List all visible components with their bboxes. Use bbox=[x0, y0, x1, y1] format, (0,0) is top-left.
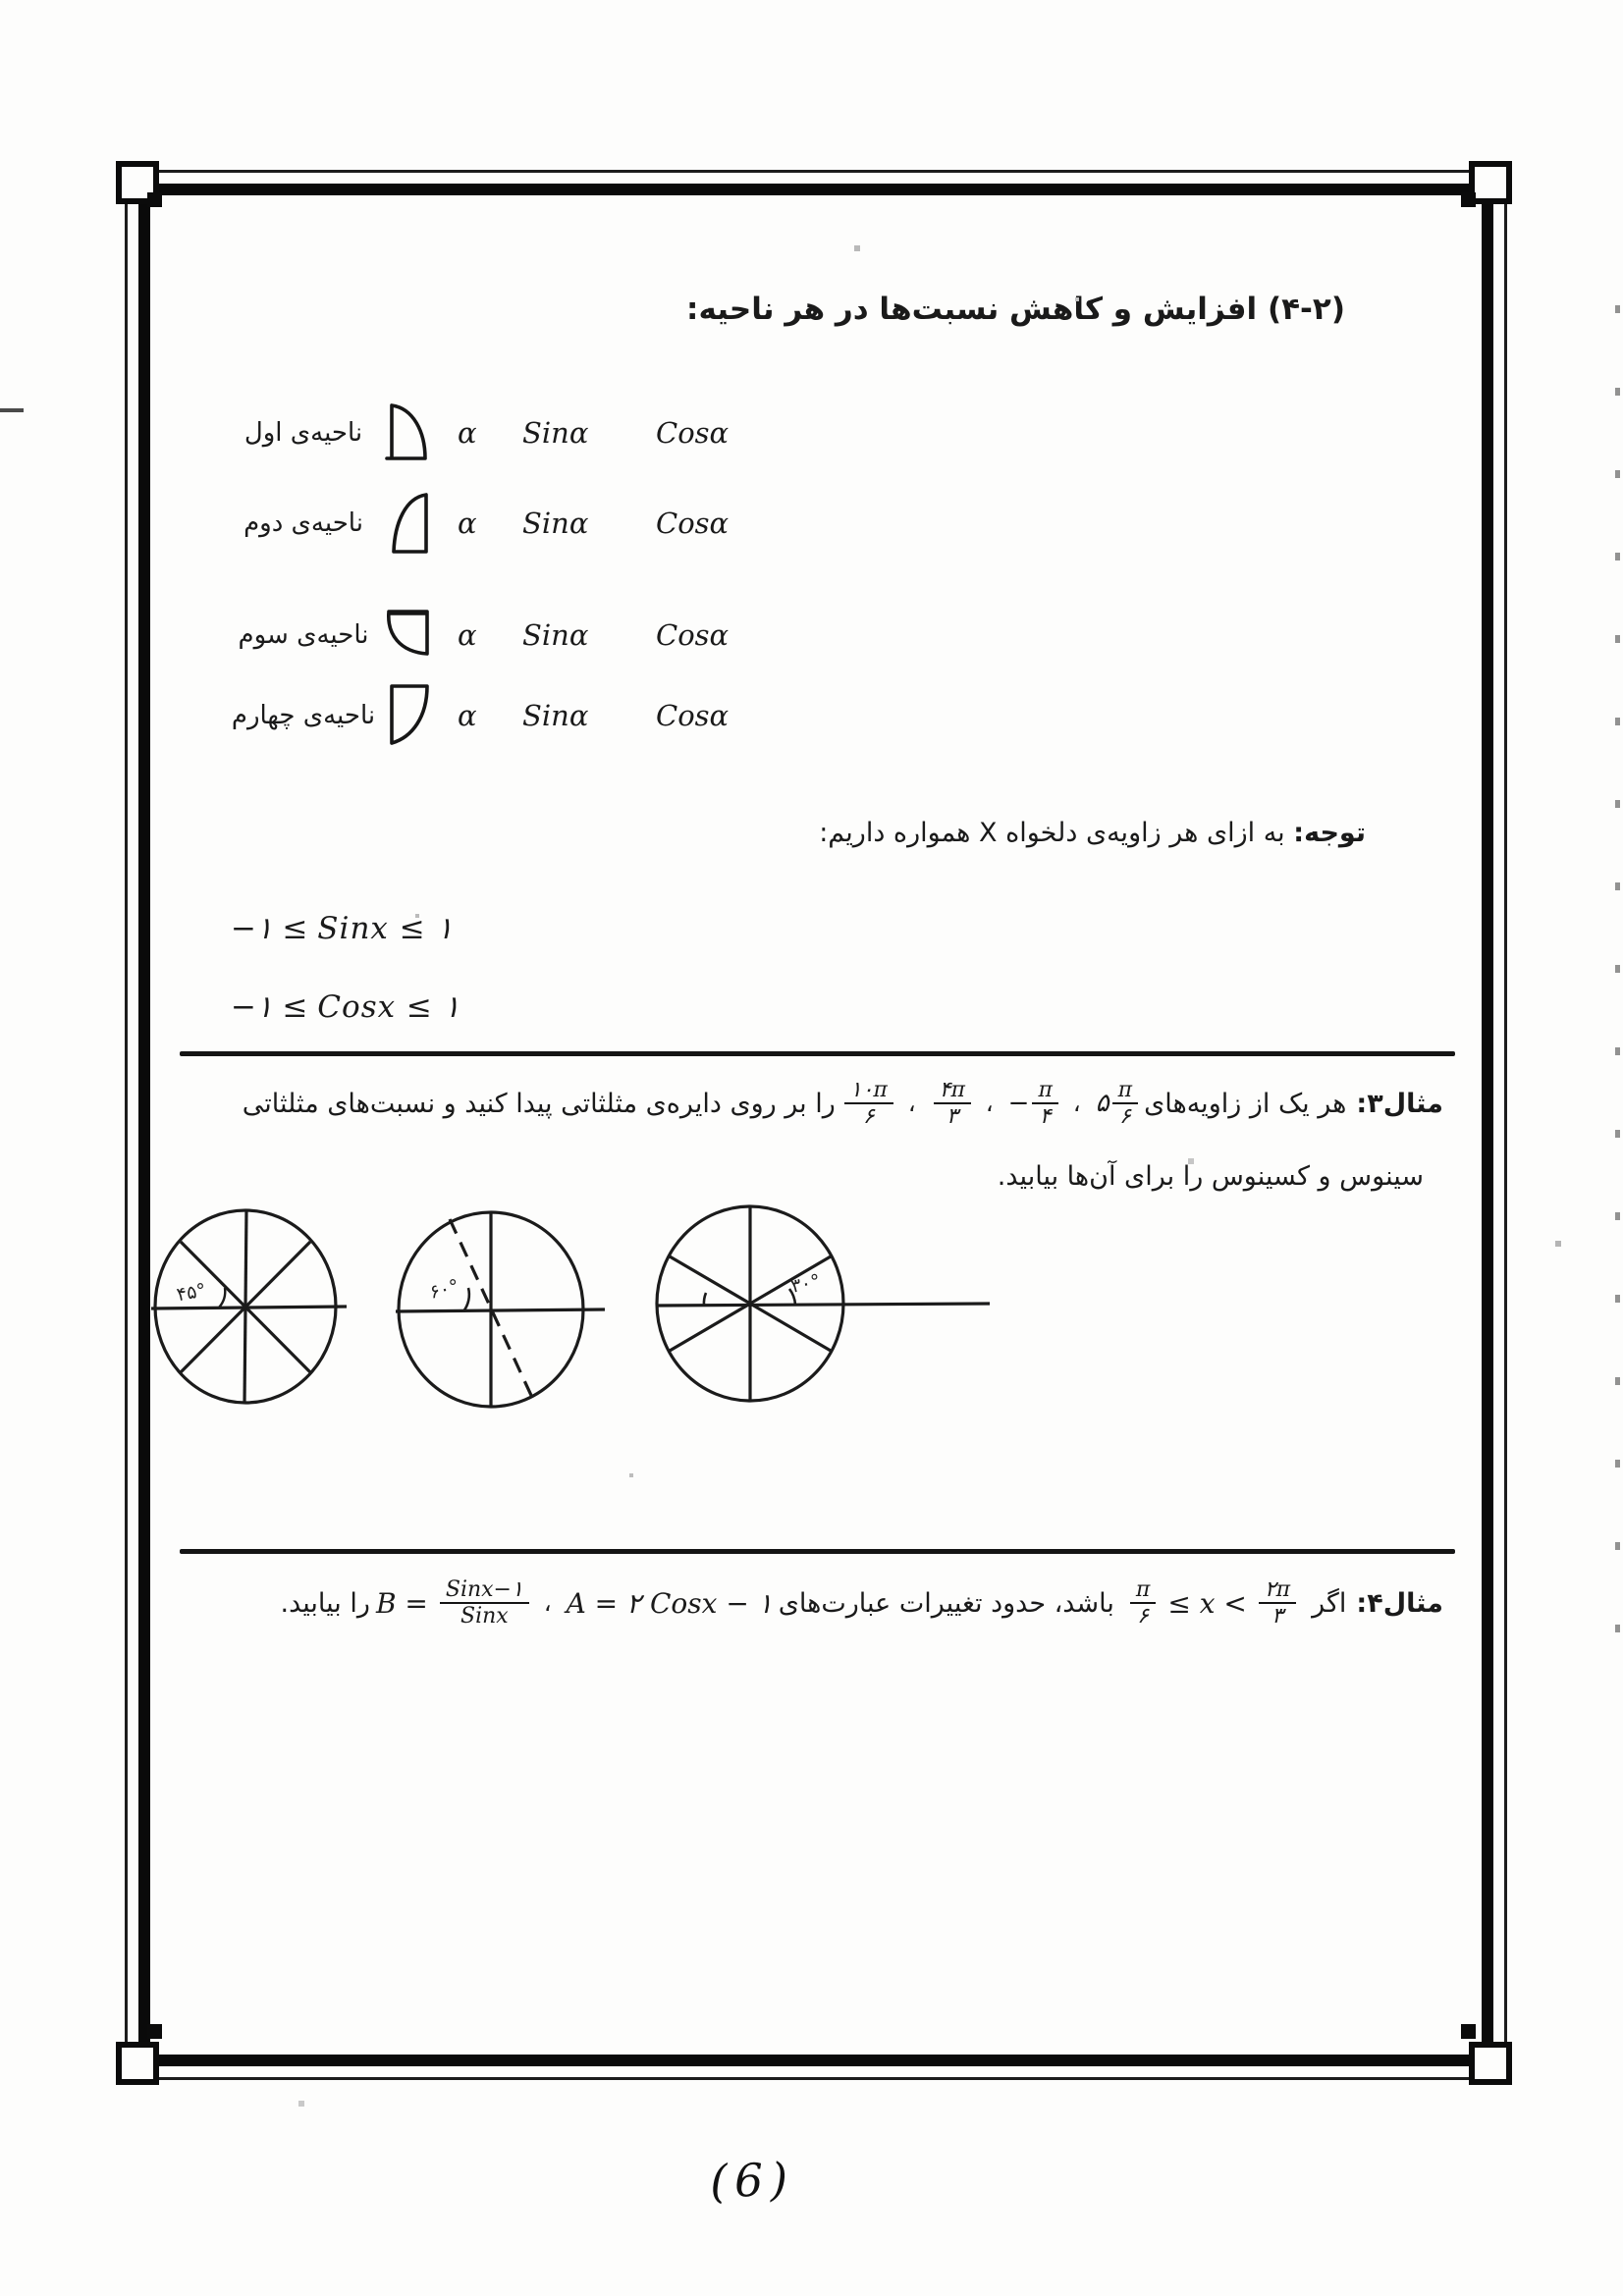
page-title bbox=[686, 292, 1345, 327]
page-number: (6) bbox=[709, 2152, 796, 2209]
corner-ornament bbox=[1461, 192, 1476, 207]
example4-line bbox=[281, 1563, 1444, 1643]
scan-specks bbox=[0, 0, 2, 2]
fraction-5pi-6: ۵ $\frac{\pi}{۶}$ bbox=[1096, 1079, 1138, 1128]
example4-middle-text: باشد، حدود تغییرات عبارت‌های bbox=[778, 1587, 1114, 1619]
circle-45 bbox=[151, 1209, 347, 1404]
expression-b bbox=[370, 1578, 535, 1628]
sin-alpha-label: Sinα bbox=[522, 507, 589, 540]
cos-alpha-label: Cosα bbox=[656, 507, 730, 540]
section-number: (۴-۲) bbox=[1267, 292, 1345, 327]
separator: ، bbox=[1072, 1090, 1081, 1117]
scan-edge-mark bbox=[0, 408, 24, 412]
cos-alpha-label: Cosα bbox=[656, 618, 730, 652]
fraction-minus-pi-4: − $\frac{\pi}{۴}$ bbox=[1008, 1079, 1058, 1128]
corner-ornament bbox=[147, 2024, 162, 2039]
sin-alpha-label: Sinα bbox=[522, 618, 589, 652]
separator: ، bbox=[543, 1589, 552, 1617]
alpha-symbol: α bbox=[458, 699, 477, 732]
note-line bbox=[819, 818, 1366, 848]
cos-inequality: −۱ ≤ Cosx ≤ ۱ bbox=[231, 989, 460, 1025]
fraction-sinx: $\frac{\text{Sinx−۱}}{\text{Sinx}}$ bbox=[440, 1578, 529, 1628]
region-label: ناحیه‌ی چهارم bbox=[231, 701, 376, 730]
example3-line1 bbox=[243, 1066, 1443, 1141]
sin-alpha-label: Sinα bbox=[522, 416, 589, 450]
section-title-text: افزایش و کاهش نسبت‌ها در هر ناحیه: bbox=[686, 292, 1258, 327]
angle-label-60: ۶۰° bbox=[427, 1275, 461, 1304]
fraction-10pi-6: $\frac{۱۰\pi}{۶}$ bbox=[841, 1079, 893, 1128]
example3-text-after: را بر روی دایره‌ی مثلثاتی پیدا کنید و نسبت‌های مثلثاتی bbox=[242, 1088, 836, 1119]
region-label: ناحیه‌ی سوم bbox=[238, 620, 369, 650]
quadrant-3-icon bbox=[383, 591, 438, 679]
circle-30 bbox=[656, 1205, 990, 1402]
expression-b-name: B = bbox=[375, 1586, 428, 1620]
alpha-symbol: α bbox=[458, 416, 477, 450]
separator: ، bbox=[985, 1090, 994, 1117]
example3-label: مثال۳: bbox=[1356, 1088, 1443, 1119]
example4-end-text: را بیابید. bbox=[280, 1587, 370, 1619]
corner-ornament bbox=[1469, 2042, 1512, 2085]
corner-ornament bbox=[1461, 2024, 1476, 2039]
table-row bbox=[226, 671, 776, 760]
region-label: ناحیه‌ی اول bbox=[243, 418, 363, 448]
corner-ornament bbox=[116, 2042, 159, 2085]
circle-60 bbox=[396, 1212, 605, 1407]
sin-alpha-label: Sinα bbox=[522, 699, 589, 732]
inequality-middle: ≤ x < bbox=[1167, 1586, 1247, 1620]
alpha-symbol: α bbox=[458, 507, 477, 540]
table-row bbox=[226, 591, 776, 679]
fraction-4pi-3: $\frac{۴\pi}{۳}$ bbox=[931, 1079, 971, 1128]
example3-text-before: هر یک از زاویه‌های bbox=[1144, 1088, 1347, 1119]
sin-inequality: −۱ ≤ Sinx ≤ ۱ bbox=[231, 911, 454, 946]
section-divider bbox=[180, 1549, 1455, 1554]
trig-circles-figure bbox=[118, 1198, 1001, 1421]
quadrant-1-icon bbox=[383, 389, 438, 477]
quadrant-2-icon bbox=[383, 479, 438, 567]
table-row bbox=[226, 389, 776, 477]
fraction-pi-6: $\frac{\pi}{۶}$ bbox=[1130, 1578, 1156, 1628]
section-divider bbox=[180, 1051, 1455, 1056]
cos-alpha-label: Cosα bbox=[656, 416, 730, 450]
angle-label-30: ۳۰° bbox=[788, 1269, 823, 1298]
example4-if-word: اگر bbox=[1312, 1587, 1347, 1619]
quadrant-4-icon bbox=[383, 671, 438, 760]
scan-edge-marks bbox=[1615, 231, 1620, 1634]
expression-a: A = ۲ Cosx − ۱ bbox=[566, 1586, 773, 1620]
note-text: به ازای هر زاویه‌ی دلخواه X همواره داریم: bbox=[819, 818, 1285, 848]
separator: ، bbox=[907, 1090, 916, 1117]
table-row bbox=[226, 479, 776, 567]
example3-line2: سینوس و کسینوس را برای آن‌ها بیابید. bbox=[997, 1161, 1424, 1192]
region-label: ناحیه‌ی دوم bbox=[243, 508, 363, 538]
note-label: توجه: bbox=[1293, 818, 1366, 848]
domain-inequality bbox=[1124, 1578, 1302, 1628]
angle-label-45: ۴۵° bbox=[175, 1279, 208, 1307]
cos-alpha-label: Cosα bbox=[656, 699, 730, 732]
alpha-symbol: α bbox=[458, 618, 477, 652]
fraction-2pi-3: $\frac{۲\pi}{۳}$ bbox=[1259, 1578, 1296, 1628]
example4-label: مثال۴: bbox=[1356, 1587, 1443, 1619]
corner-ornament bbox=[147, 192, 162, 207]
